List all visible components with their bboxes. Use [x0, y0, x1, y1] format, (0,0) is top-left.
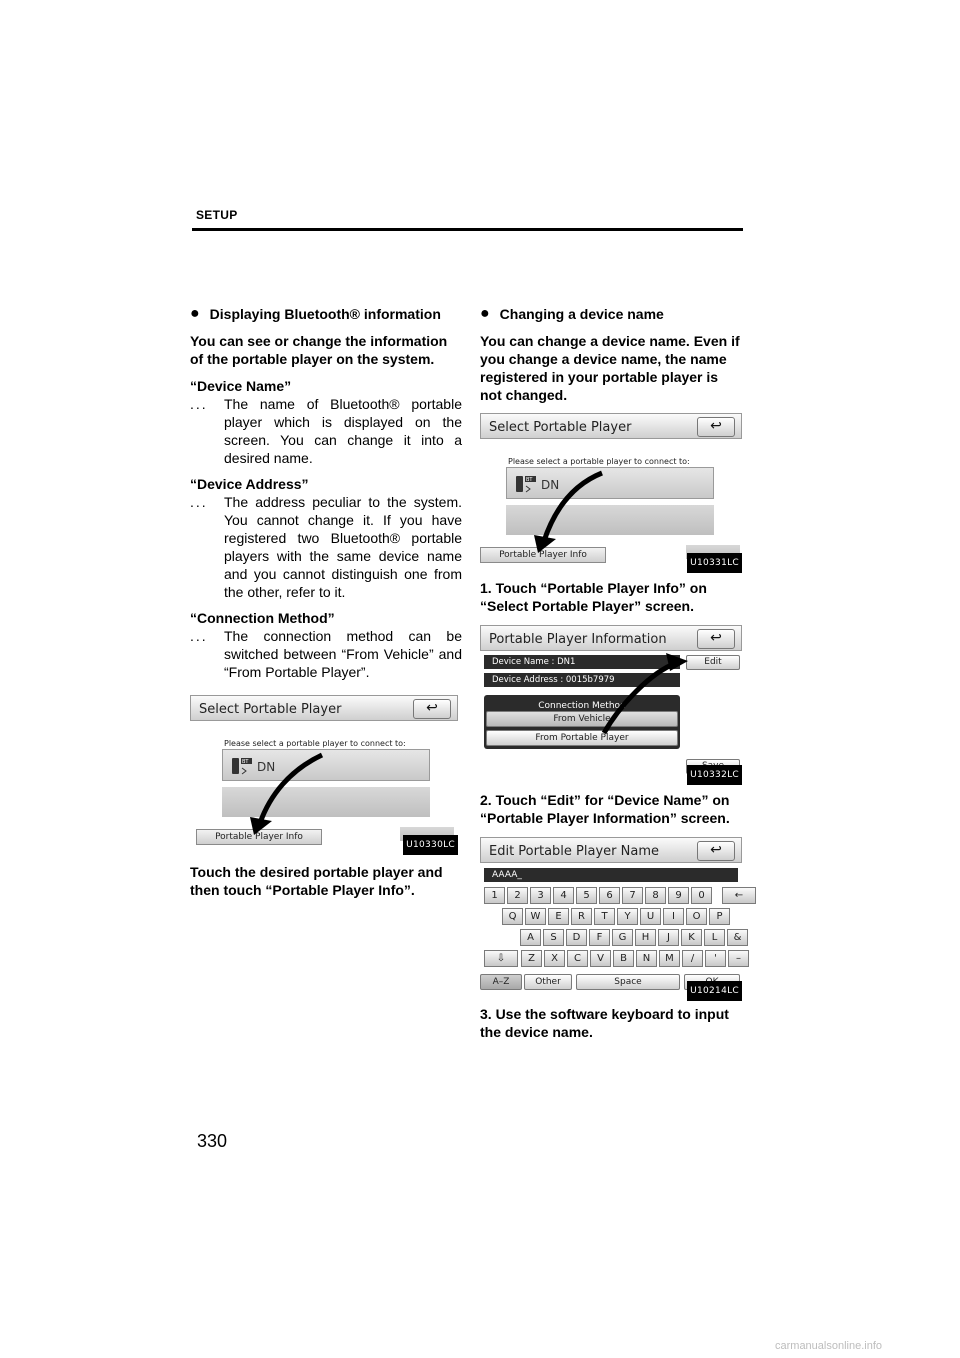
curved-arrow-icon — [190, 695, 458, 855]
key-0-0[interactable]: 1 — [484, 887, 505, 904]
step-1: 1. Touch “Portable Player Info” on “Select Portable Player” screen. — [480, 580, 707, 614]
device-name-field: Device Name : DN1 — [484, 655, 680, 669]
select-player-screen — [480, 413, 742, 573]
key-3-2[interactable]: X — [544, 950, 565, 967]
figure-code: U10330LC — [403, 835, 458, 855]
step-2: 2. Touch “Edit” for “Device Name” on “Portable Player Information” screen. — [480, 792, 730, 826]
def-connection-method: ... The connection method can be switched between “From Vehicle” and “From Portable Player”. — [190, 628, 462, 680]
key-1-5[interactable]: Y — [617, 908, 638, 925]
player-info-screen — [480, 625, 742, 785]
right-column — [480, 305, 742, 1051]
back-button[interactable]: ↩ — [697, 417, 735, 437]
space-button[interactable]: Space — [576, 974, 680, 990]
from-portable-player-button[interactable]: From Portable Player — [486, 730, 678, 746]
step-3: 3. Use the software keyboard to input the device name. — [480, 1006, 729, 1040]
key-2-5[interactable]: H — [635, 929, 656, 946]
key-3-6[interactable]: N — [636, 950, 657, 967]
key-1-3[interactable]: R — [571, 908, 592, 925]
term-connection-method: “Connection Method” — [190, 610, 335, 626]
key-1-2[interactable]: E — [548, 908, 569, 925]
right-intro: You can change a device name. Even if you change a device name, the name registered in your portable player is not changed. — [480, 333, 740, 403]
key-0-1[interactable]: 2 — [507, 887, 528, 904]
edit-button[interactable]: Edit — [686, 655, 740, 670]
header-rule — [192, 228, 743, 231]
key-2-4[interactable]: G — [612, 929, 633, 946]
key-0-4[interactable]: 5 — [576, 887, 597, 904]
key-3-9[interactable]: ' — [705, 950, 726, 967]
back-button[interactable]: ↩ — [697, 629, 735, 649]
key-3-7[interactable]: M — [659, 950, 680, 967]
page-number: 330 — [197, 1131, 228, 1151]
key-3-0[interactable]: ⇩ — [484, 950, 518, 967]
key-2-6[interactable]: J — [658, 929, 679, 946]
key-3-8[interactable]: / — [682, 950, 703, 967]
key-3-5[interactable]: B — [613, 950, 634, 967]
device-address-field: Device Address : 0015b7979 — [484, 673, 680, 687]
key-0-6[interactable]: 7 — [622, 887, 643, 904]
select-prompt: Please select a portable player to connect to: — [508, 457, 690, 466]
left-column — [190, 305, 462, 908]
key-0-8[interactable]: 9 — [668, 887, 689, 904]
key-1-8[interactable]: O — [686, 908, 707, 925]
key-0-9[interactable]: 0 — [691, 887, 712, 904]
key-1-1[interactable]: W — [525, 908, 546, 925]
def-device-address: ... The address peculiar to the system. You cannot change it. If you have registered two Bluetooth® portable players with the same device name and you cannot distinguish one from the other, refer to it. — [190, 494, 462, 600]
name-input[interactable]: AAAA_ — [484, 868, 738, 882]
key-2-0[interactable]: A — [520, 929, 541, 946]
portable-player-info-button[interactable]: Portable Player Info — [480, 547, 606, 563]
figure-code: U10331LC — [687, 553, 742, 573]
key-0-3[interactable]: 4 — [553, 887, 574, 904]
device-row-button[interactable]: BT DN — [222, 749, 430, 781]
svg-text:BT: BT — [526, 477, 533, 483]
right-heading: ● Changing a device name — [480, 305, 664, 322]
curved-arrow-icon — [480, 625, 742, 785]
bullet-icon: ● — [190, 305, 200, 322]
key-3-10[interactable]: – — [728, 950, 749, 967]
screen-titlebar: Select Portable Player ↩ — [480, 413, 742, 439]
back-button[interactable]: ↩ — [413, 699, 451, 719]
key-2-8[interactable]: L — [704, 929, 725, 946]
portable-player-info-button[interactable]: Portable Player Info — [196, 829, 322, 845]
key-3-1[interactable]: Z — [521, 950, 542, 967]
figure-code: U10214LC — [687, 981, 742, 1001]
key-2-7[interactable]: K — [681, 929, 702, 946]
key-1-4[interactable]: T — [594, 908, 615, 925]
watermark: carmanualsonline.info — [775, 1340, 883, 1352]
key-1-7[interactable]: I — [663, 908, 684, 925]
select-prompt: Please select a portable player to connect to: — [224, 739, 406, 748]
key-1-0[interactable]: Q — [502, 908, 523, 925]
select-player-screen — [190, 695, 458, 855]
svg-text:BT: BT — [242, 759, 249, 765]
key-1-9[interactable]: P — [709, 908, 730, 925]
key-2-3[interactable]: F — [589, 929, 610, 946]
screen-titlebar: Edit Portable Player Name ↩ — [480, 837, 742, 863]
edit-name-screen — [480, 837, 742, 995]
def-device-name: ... The name of Bluetooth® portable player which is displayed on the screen. You can change it into a desired name. — [190, 396, 462, 466]
key-2-1[interactable]: S — [543, 929, 564, 946]
back-button[interactable]: ↩ — [697, 841, 735, 861]
a-z-button[interactable]: A–Z — [480, 974, 522, 990]
left-heading: ● Displaying Bluetooth® information — [190, 305, 441, 322]
term-device-address: “Device Address” — [190, 476, 309, 492]
left-intro: You can see or change the information of the portable player on the system. — [190, 333, 448, 367]
left-caption: Touch the desired portable player and then touch “Portable Player Info”. — [190, 864, 443, 898]
key-3-4[interactable]: V — [590, 950, 611, 967]
term-device-name: “Device Name” — [190, 378, 292, 394]
key-0-5[interactable]: 6 — [599, 887, 620, 904]
connection-method-panel: Connection Method From Vehicle From Portable Player — [484, 695, 680, 749]
key-2-2[interactable]: D — [566, 929, 587, 946]
from-vehicle-button[interactable]: From Vehicle — [486, 711, 678, 727]
bullet-icon: ● — [480, 305, 490, 322]
key-3-3[interactable]: C — [567, 950, 588, 967]
other-button[interactable]: Other — [524, 974, 572, 990]
key-2-9[interactable]: & — [727, 929, 748, 946]
key-1-6[interactable]: U — [640, 908, 661, 925]
device-row-button[interactable]: BT DN — [506, 467, 714, 499]
screen-titlebar: Portable Player Information ↩ — [480, 625, 742, 651]
figure-code: U10332LC — [687, 765, 742, 785]
key-0-7[interactable]: 8 — [645, 887, 666, 904]
section-header: SETUP — [196, 208, 238, 222]
key-0-2[interactable]: 3 — [530, 887, 551, 904]
curved-arrow-icon — [480, 413, 742, 573]
key-0-10[interactable]: ← — [722, 887, 756, 904]
screen-titlebar: Select Portable Player ↩ — [190, 695, 458, 721]
